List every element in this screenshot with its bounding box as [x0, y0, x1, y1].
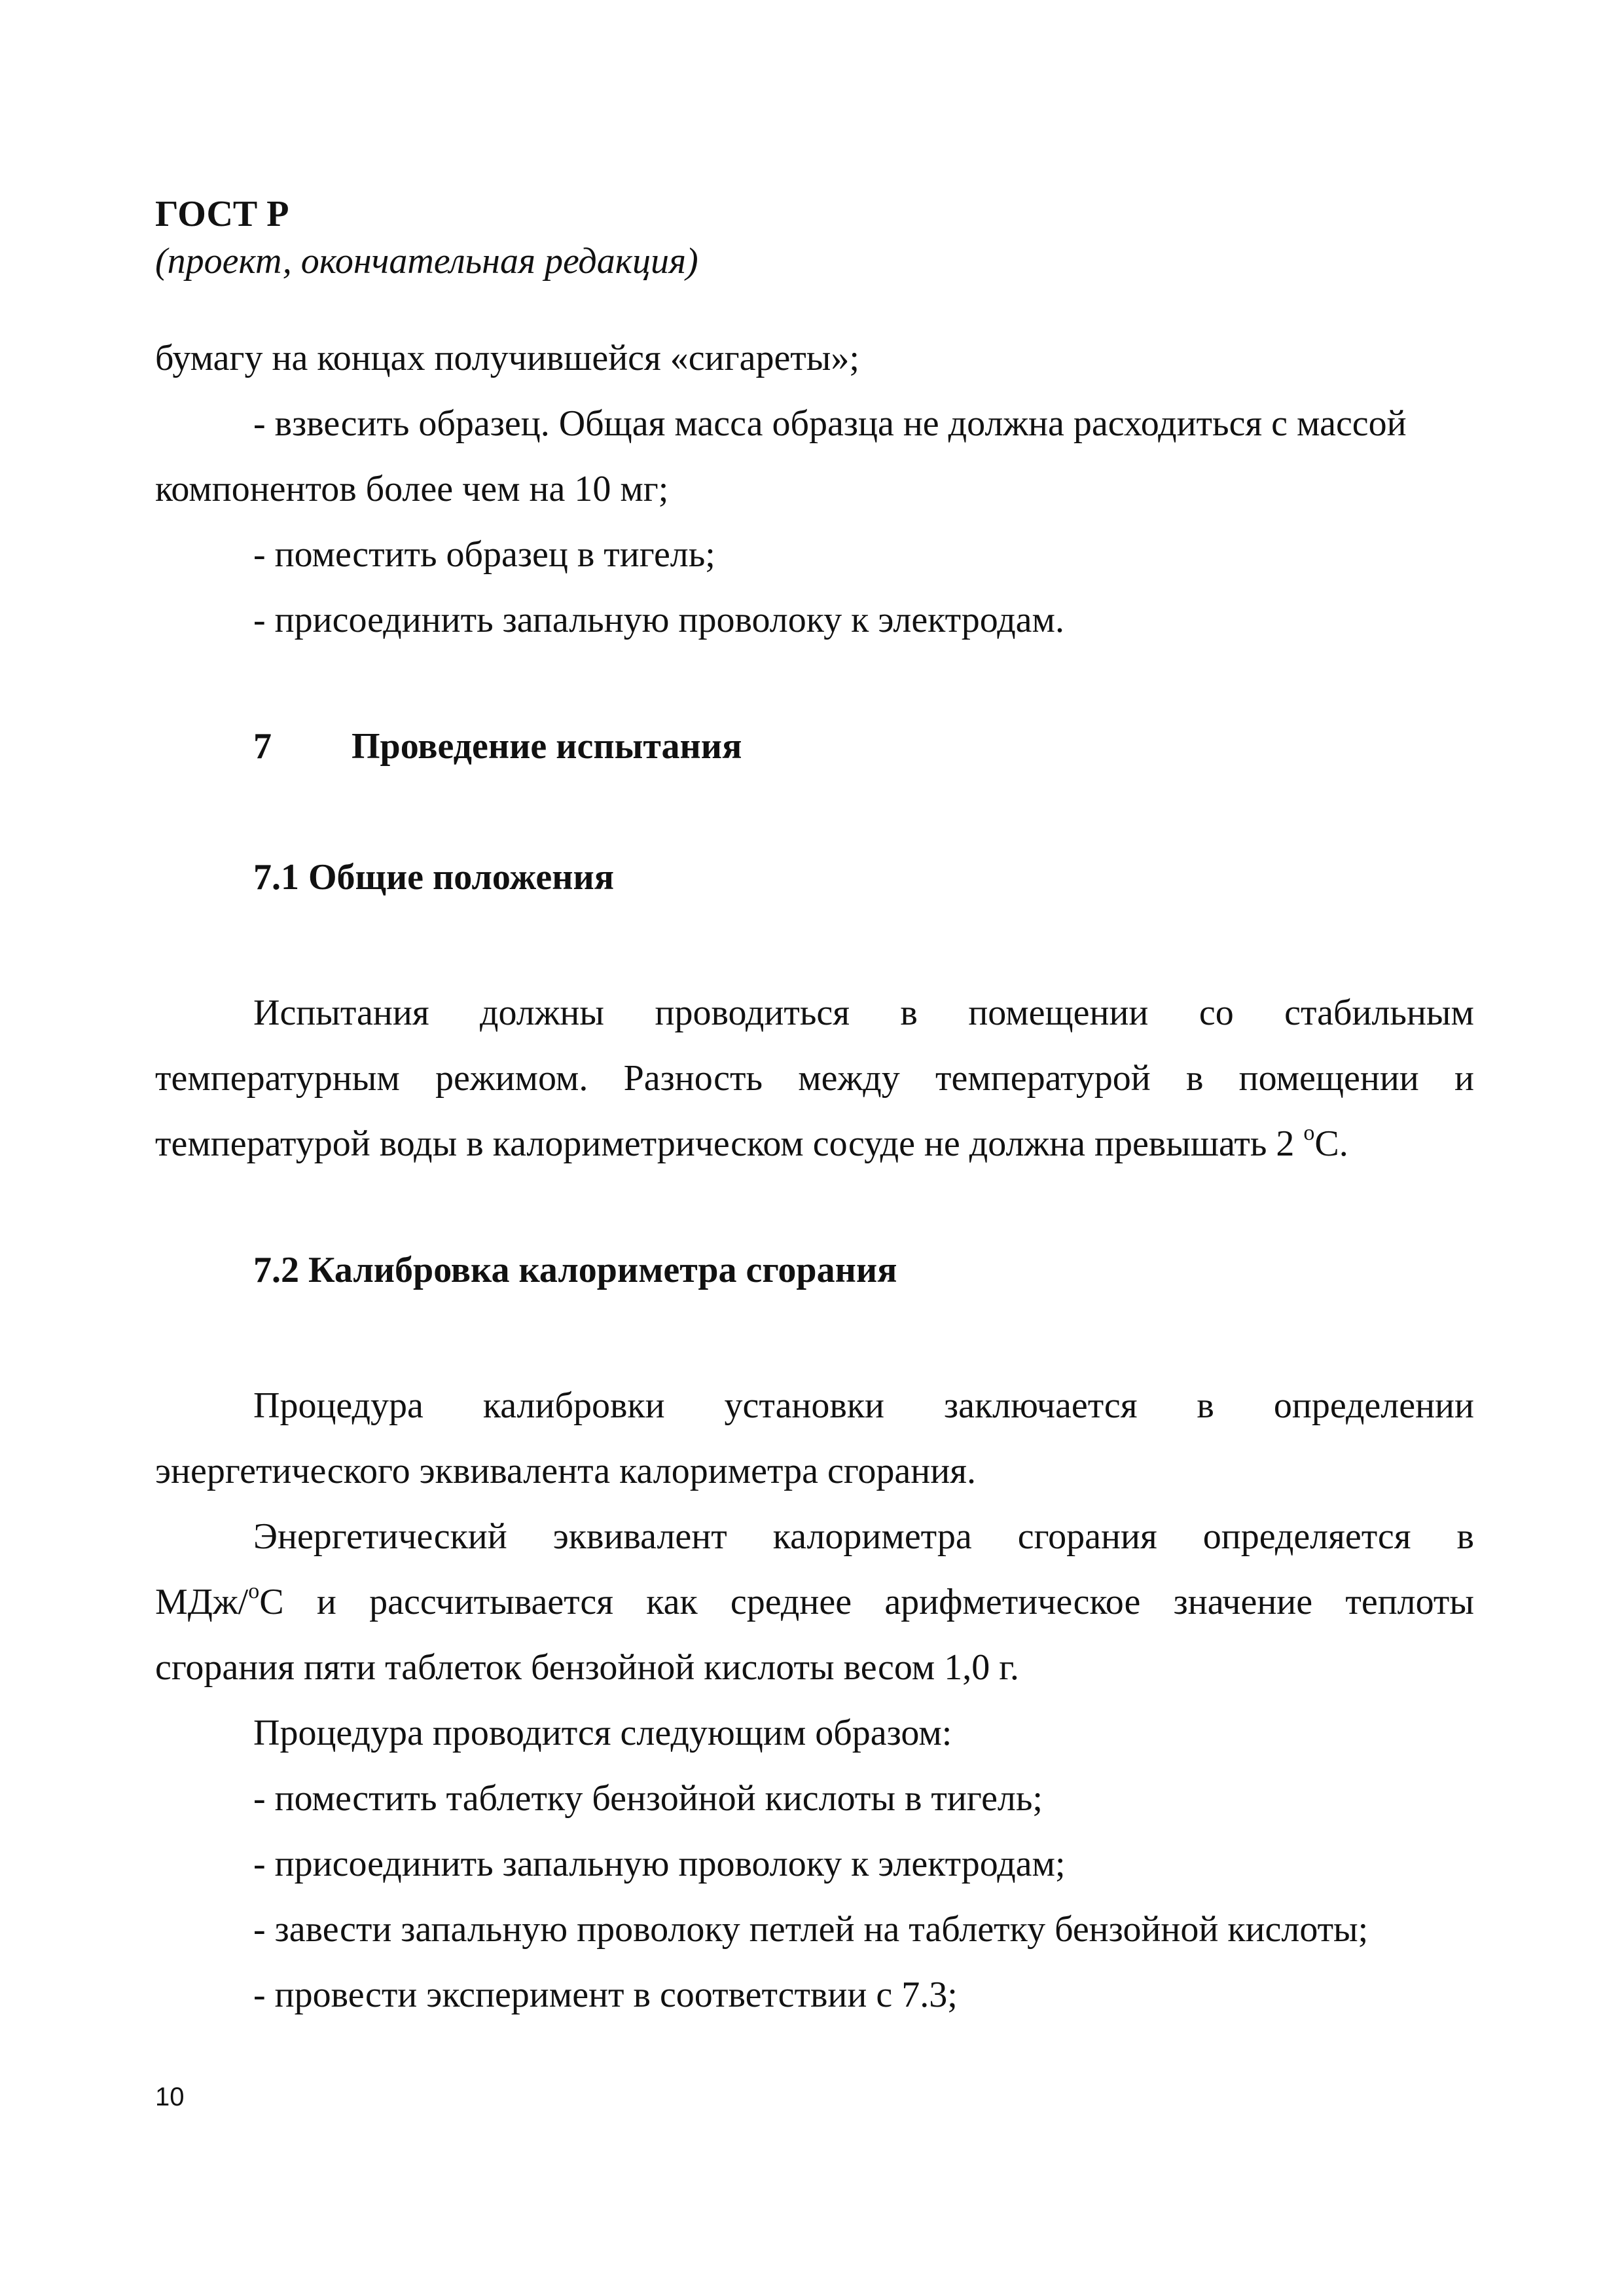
subsection-heading-7-2: 7.2 Калибровка калориметра сгорания	[253, 1250, 897, 1290]
list-item: - завести запальную проволоку петлей на таблетку бензойной кислоты;	[253, 1909, 1369, 1950]
text-line: энергетического эквивалента калориметра сгорания.	[155, 1451, 976, 1491]
page-number: 10	[155, 2083, 185, 2111]
draft-status-subtitle: (проект, окончательная редакция)	[155, 241, 698, 282]
text-fragment: температурой воды в калориметрическом сосуде не должна превышать 2	[155, 1123, 1304, 1164]
text-fragment: С.	[1314, 1123, 1348, 1164]
standard-title: ГОСТ Р	[155, 194, 289, 234]
list-item-continuation: компонентов более чем на 10 мг;	[155, 469, 669, 509]
text-line: температурным режимом. Разность между температурой в помещении и	[155, 1058, 1474, 1099]
section-number: 7	[253, 726, 272, 767]
list-item: - поместить таблетку бензойной кислоты в тигель;	[253, 1778, 1043, 1819]
text-line: Процедура проводится следующим образом:	[253, 1713, 952, 1753]
continuation-block	[155, 325, 1474, 653]
text-line: Испытания должны проводиться в помещении со стабильным	[253, 993, 1474, 1033]
section-title: Проведение испытания	[352, 726, 742, 767]
list-item: - взвесить образец. Общая масса образца не должна расходиться с массой	[253, 403, 1407, 444]
text-line: Энергетический эквивалент калориметра сгорания определяется в	[253, 1516, 1474, 1557]
list-item: - поместить образец в тигель;	[253, 534, 715, 575]
paragraph-7-1	[155, 980, 1474, 1176]
degree-superscript: o	[248, 1579, 260, 1604]
subsection-heading-7-1: 7.1 Общие положения	[253, 857, 615, 898]
text-line: сгорания пяти таблеток бензойной кислоты весом 1,0 г.	[155, 1647, 1019, 1688]
text-fragment: С и рассчитывается как среднее арифметическое значение теплоты	[259, 1582, 1474, 1622]
text-line	[155, 1111, 1474, 1176]
list-item: - присоединить запальную проволоку к электродам.	[253, 600, 1064, 640]
degree-superscript: o	[1303, 1121, 1315, 1146]
list-item: - присоединить запальную проволоку к электродам;	[253, 1844, 1066, 1884]
text-line: Процедура калибровки установки заключается в определении	[253, 1385, 1474, 1426]
text-line: бумагу на концах получившейся «сигареты»;	[155, 338, 859, 378]
text-fragment: МДж/	[155, 1582, 249, 1622]
text-line	[155, 1569, 1474, 1635]
list-item: - провести эксперимент в соответствии с 7.3;	[253, 1975, 958, 2015]
paragraph-7-2	[155, 1373, 1474, 2028]
